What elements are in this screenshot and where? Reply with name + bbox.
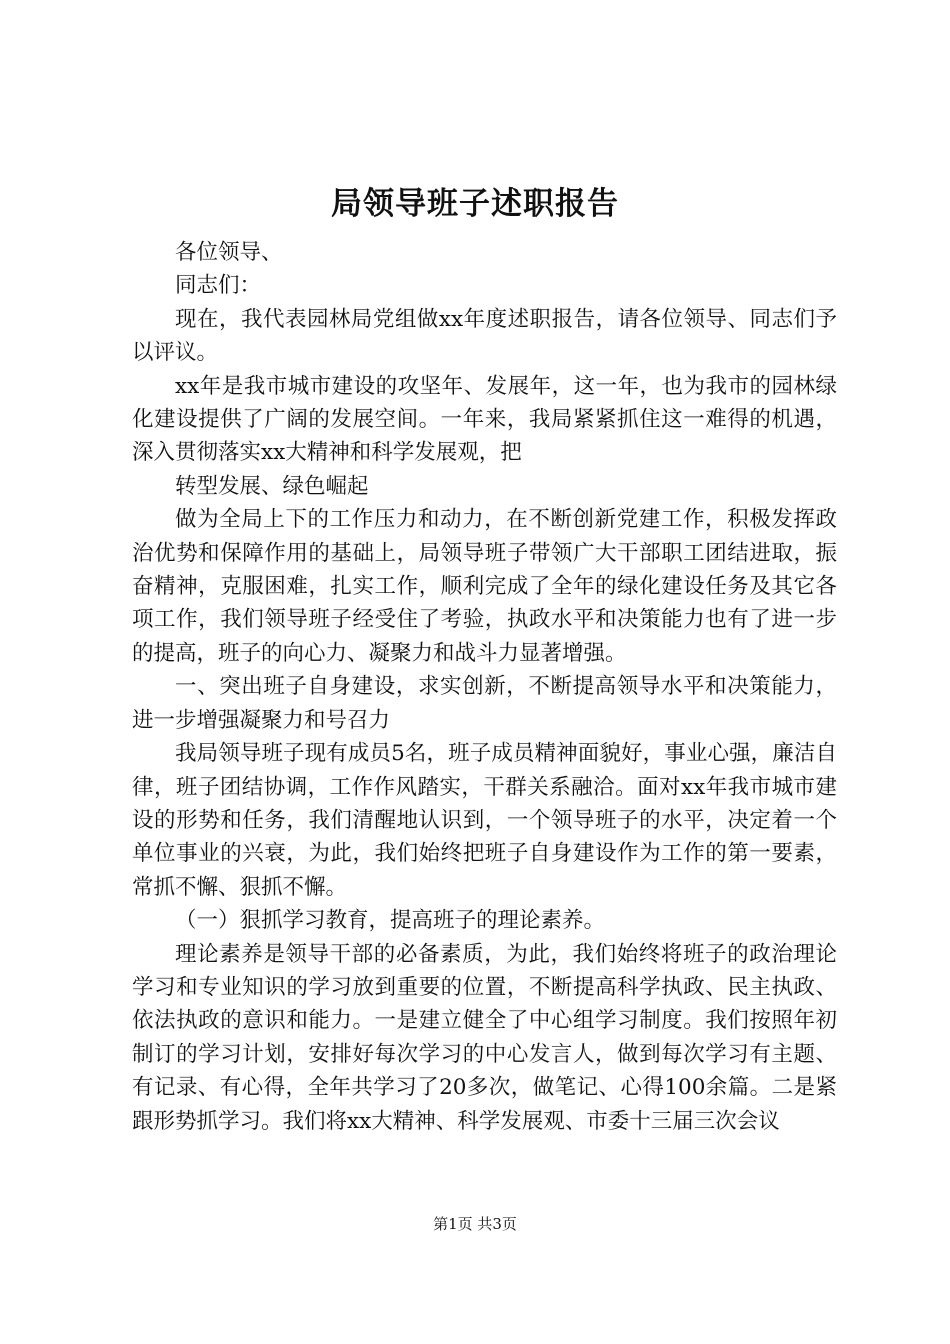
page-footer: 第1页 共3页 [433, 1215, 517, 1233]
body-paragraph: 现在，我代表园林局党组做xx年度述职报告，请各位领导、同志们予以评议。 [132, 306, 837, 366]
body-paragraph: xx年是我市城市建设的攻坚年、发展年，这一年，也为我市的园林绿化建设提供了广阔的发展空间。一年来，我局紧紧抓住这一难得的机遇，深入贯彻落实xx大精神和科学发展观，把 [132, 373, 837, 466]
salutation-leaders: 各位领导、 [175, 240, 283, 265]
section-heading: 一、突出班子自身建设，求实创新，不断提高领导水平和决策能力，进一步增强凝聚力和号召力 [132, 674, 837, 733]
body-paragraph: 做为全局上下的工作压力和动力，在不断创新党建工作，积极发挥政治优势和保障作用的基础上，局领导班子带领广大干部职工团结进取，振奋精神，克服困难，扎实工作，顺利完成了全年的绿化建设任务及其它各项工作，我们领导班子经受住了考验，执政水平和决策能力也有了进一步的提高，班子的向心力、凝聚力和战斗力显著增强。 [132, 507, 837, 666]
subsection-heading: （一）狠抓学习教育，提高班子的理论素养。 [175, 908, 606, 934]
body-paragraph: 理论素养是领导干部的必备素质，为此，我们始终将班子的政治理论学习和专业知识的学习放到重要的位置，不断提高科学执政、民主执政、依法执政的意识和能力。一是建立健全了中心组学习制度。我们按照年初制订的学习计划，安排好每次学习的中心发言人，做到每次学习有主题、有记录、有心得，全年共学习了20多次，做笔记、心得100余篇。二是紧跟形势抓学习。我们将xx大精神、科学发展观、市委十三届三次会议 [132, 941, 837, 1134]
body-paragraph: 转型发展、绿色崛起 [175, 473, 369, 499]
salutation-comrades: 同志们： [175, 273, 262, 299]
body-paragraph: 我局领导班子现有成员5名，班子成员精神面貌好，事业心强，廉洁自律，班子团结协调，工作作风踏实，干群关系融洽。面对xx年我市城市建设的形势和任务，我们清醒地认识到，一个领导班子的水平，决定着一个单位事业的兴衰，为此，我们始终把班子自身建设作为工作的第一要素，常抓不懈、狠抓不懈。 [132, 741, 837, 900]
document-title: 局领导班子述职报告 [331, 186, 619, 222]
document-body [132, 236, 837, 1138]
